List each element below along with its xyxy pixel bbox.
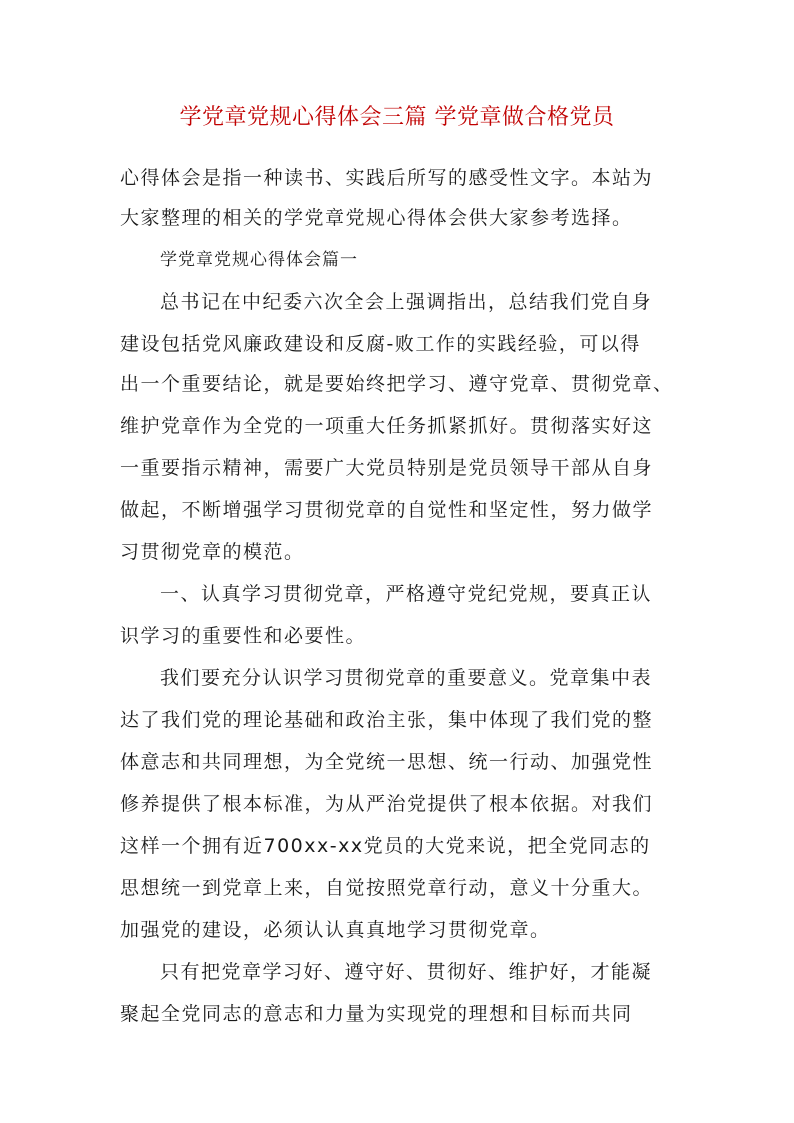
paragraph-line: 做起，不断增强学习贯彻党章的自觉性和坚定性，努力做学	[120, 499, 654, 521]
paragraph-line: 建设包括党风廉政建设和反腐-败工作的实践经验，可以得	[120, 333, 641, 355]
paragraph-line: 思想统一到党章上来，自觉按照党章行动，意义十分重大。	[120, 877, 654, 899]
paragraph-line: 一重要指示精神，需要广大党员特别是党员领导干部从自身	[120, 457, 654, 479]
paragraph-line: 达了我们党的理论基础和政治主张，集中体现了我们党的整	[120, 709, 654, 731]
paragraph-line: 聚起全党同志的意志和力量为实现党的理想和目标而共同	[120, 1003, 633, 1025]
paragraph-line: 只有把党章学习好、遵守好、贯彻好、维护好，才能凝	[160, 961, 653, 983]
paragraph-line: 识学习的重要性和必要性。	[120, 625, 367, 647]
paragraph-line: 体意志和共同理想，为全党统一思想、统一行动、加强党性	[120, 751, 654, 773]
paragraph-line: 修养提供了根本标准，为从严治党提供了根本依据。对我们	[120, 793, 654, 815]
paragraph-line: 大家整理的相关的学党章党规心得体会供大家参考选择。	[120, 207, 633, 229]
paragraph-line: 这样一个拥有近700xx-xx党员的大党来说，把全党同志的	[120, 835, 651, 857]
section-heading: 学党章党规心得体会篇一	[160, 250, 358, 270]
paragraph-line: 总书记在中纪委六次全会上强调指出，总结我们党自身	[160, 291, 653, 313]
paragraph-line: 心得体会是指一种读书、实践后所写的感受性文字。本站为	[120, 167, 654, 189]
paragraph-line: 出一个重要结论，就是要始终把学习、遵守党章、贯彻党章、	[120, 373, 674, 395]
paragraph-line: 加强党的建设，必须认认真真地学习贯彻党章。	[120, 919, 551, 941]
paragraph-line: 一、认真学习贯彻党章，严格遵守党纪党规，要真正认	[160, 583, 653, 605]
paragraph-line: 我们要充分认识学习贯彻党章的重要意义。党章集中表	[160, 667, 653, 689]
paragraph-line: 维护党章作为全党的一项重大任务抓紧抓好。贯彻落实好这	[120, 415, 654, 437]
paragraph-line: 习贯彻党章的模范。	[120, 541, 305, 563]
document-title: 学党章党规心得体会三篇 学党章做合格党员	[179, 105, 615, 130]
